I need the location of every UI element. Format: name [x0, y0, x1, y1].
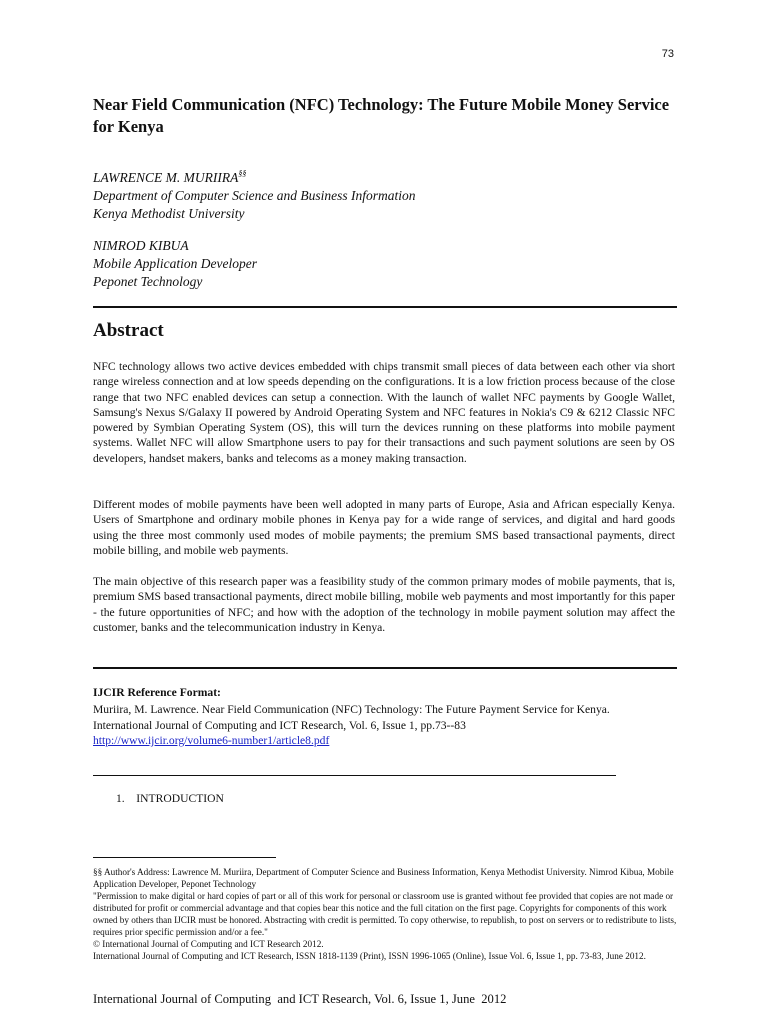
reference-line-1: Muriira, M. Lawrence. Near Field Communication (NFC) Technology: The Future Payment Service for Kenya.	[93, 703, 610, 716]
footnote-rule	[93, 857, 276, 858]
author-affiliation-1: Department of Computer Science and Business Information	[93, 188, 416, 203]
section-divider	[93, 775, 616, 776]
author-name-2: NIMROD KIBUA	[93, 238, 189, 253]
page-footer: International Journal of Computing and ICT Research, Vol. 6, Issue 1, June 2012	[93, 992, 507, 1006]
author-block-2	[93, 237, 257, 291]
author-footnote-mark: §§	[238, 169, 247, 178]
abstract-bottom-rule	[93, 667, 677, 669]
author-institution-2: Peponet Technology	[93, 274, 203, 289]
reference-url-link[interactable]: http://www.ijcir.org/volume6-number1/article8.pdf	[93, 734, 330, 747]
footnote-author-address: §§ Author's Address: Lawrence M. Muriira, Department of Computer Science and Business Information, Kenya Methodist University. Nimrod Kibua, Mobile Application Developer, Peponet Technology	[93, 867, 674, 889]
abstract-top-rule	[93, 306, 677, 308]
abstract-paragraph-2: Different modes of mobile payments have been well adopted in many parts of Europe, Asia and African especially Kenya. Users of Smartphone and ordinary mobile phones in Kenya pay for a wide range of services, and digital and hard goods using the three most commonly used modes of mobile payments; the premium SMS based transactional payments, direct mobile billing, and mobile web payments.	[93, 498, 675, 557]
abstract-paragraph-1: NFC technology allows two active devices embedded with chips transmit small pieces of data between each other via short range wireless connection and at low speeds depending on the configurations. It is a low friction process because of the close range that two NFC enabled devices can setup a connection. With the launch of wallet NFC payments by Google Wallet, Samsung's Nexus S/Galaxy II powered by Android Operating System and NFC features in Nokia's C9 & 6212 Classic NFC powered by Symbian Operating System (OS), this will turn the devices running on these platforms into mobile payment systems. Wallet NFC will allow Smartphone users to pay for their transactions and such payment solutions are seen by OS developers, handset makers, banks and telecoms as a money making transaction.	[93, 360, 675, 465]
paper-title: Near Field Communication (NFC) Technology: The Future Mobile Money Service for Kenya	[93, 95, 670, 136]
footnote	[93, 866, 683, 962]
author-name-1: LAWRENCE M. MURIIRA§§	[93, 169, 247, 185]
reference-format	[93, 702, 683, 749]
footnote-copyright: © International Journal of Computing and ICT Research 2012.	[93, 939, 324, 949]
reference-format-heading: IJCIR Reference Format:	[93, 686, 221, 699]
footnote-permission: "Permission to make digital or hard copies of part or all of this work for personal or classroom use is granted without fee provided that copies are not made or distributed for profit or commercial advantage and that copies bear this notice and the full citation on the first page. Copyrights for components of this work owned by others than IJCIR must be honored. Abstracting with credit is permitted. To copy otherwise, to republish, to post on servers or to redistribute to lists, requires prior specific permission and/or a fee."	[93, 891, 677, 937]
footnote-issn: International Journal of Computing and ICT Research, ISSN 1818-1139 (Print), ISSN 1996-1065 (Online), Issue Vol. 6, Issue 1, pp. 73-83, June 2012.	[93, 951, 646, 961]
author-affiliation-2: Mobile Application Developer	[93, 256, 257, 271]
author-institution-1: Kenya Methodist University	[93, 206, 245, 221]
reference-line-2: International Journal of Computing and ICT Research, Vol. 6, Issue 1, pp.73--83	[93, 718, 466, 732]
author-block-1	[93, 165, 415, 223]
page-number: 73	[661, 48, 674, 60]
abstract-heading: Abstract	[93, 320, 164, 341]
abstract-paragraph-3: The main objective of this research paper was a feasibility study of the common primary modes of mobile payments, that is, premium SMS based transactional payments, direct mobile billing, mobile web payments and most importantly for this paper - the future opportunities of NFC; and how with the adoption of the technology in mobile payment solution may affect the customer, banks and the telecommunication industry in Kenya.	[93, 575, 675, 634]
introduction-heading: 1. INTRODUCTION	[116, 792, 224, 805]
